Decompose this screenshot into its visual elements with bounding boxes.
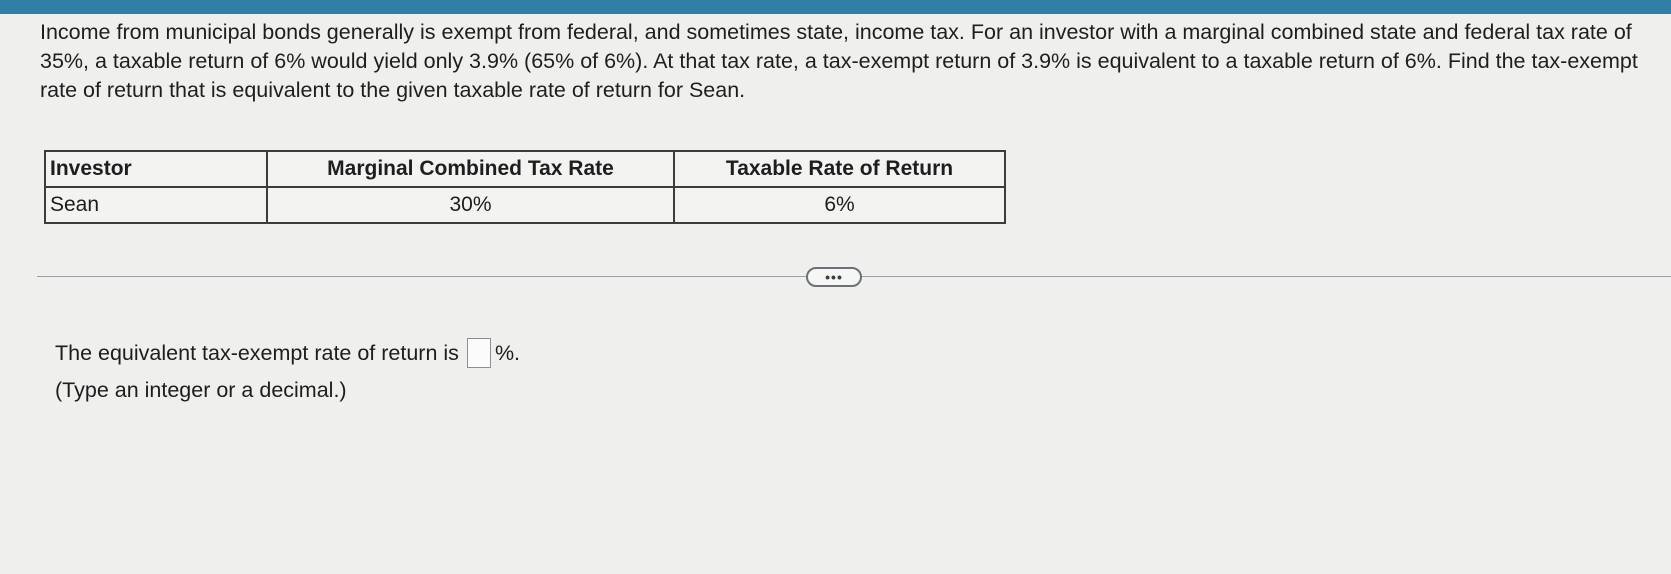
problem-statement: Income from municipal bonds generally is exempt from federal, and sometimes state, income tax. For an investor with a marginal combined state and federal tax rate of 35%, a taxable return of 6% would yield only 3.9% (65% of 6%). At that tax rate, a tax-exempt return of 3.9% is equivalent to a taxable return of 6%. Find the tax-exempt rate of return that is equivalent to the given taxable rate of return for Sean. xyxy=(40,20,1638,102)
header-taxable-return: Taxable Rate of Return xyxy=(674,151,1005,187)
cell-investor: Sean xyxy=(45,187,267,223)
answer-hint: (Type an integer or a decimal.) xyxy=(55,378,347,402)
cell-tax-rate: 30% xyxy=(267,187,674,223)
answer-suffix: %. xyxy=(494,340,521,365)
answer-line xyxy=(55,338,520,368)
answer-prefix: The equivalent tax-exempt rate of return is xyxy=(55,340,459,365)
header-tax-rate: Marginal Combined Tax Rate xyxy=(267,151,674,187)
expand-more-button[interactable]: ••• xyxy=(806,267,862,287)
cell-taxable-return: 6% xyxy=(674,187,1005,223)
question-content xyxy=(40,18,1660,105)
table-header-row xyxy=(45,151,1005,187)
data-table xyxy=(44,150,1006,224)
table-row xyxy=(45,187,1005,223)
top-bar xyxy=(0,0,1671,14)
answer-input[interactable] xyxy=(467,338,491,368)
header-investor: Investor xyxy=(45,151,267,187)
